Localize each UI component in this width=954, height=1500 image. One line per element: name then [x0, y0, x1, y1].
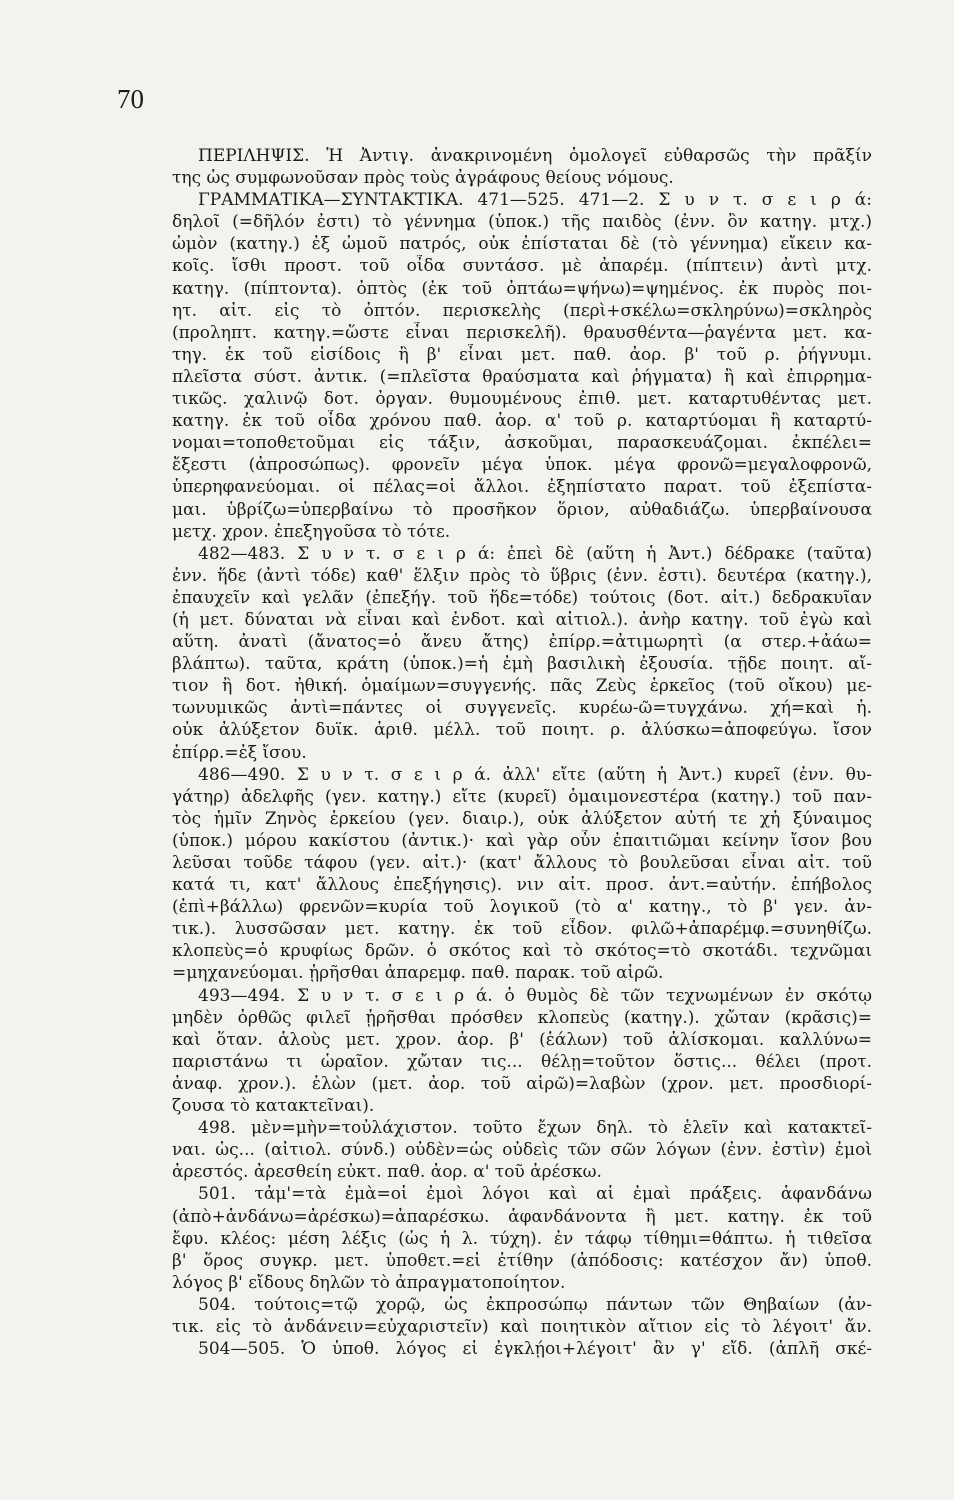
text-line: ἔφυ. κλέος: μέση λέξις (ὡς ἡ λ. τύχη). ἐν τάφῳ τίθημι=θάπτω. ἡ τιθεῖσα [172, 1228, 872, 1249]
text-line: λόγος β' εἴδους δηλῶν τὸ ἀπραγματοποίητον. [172, 1272, 566, 1293]
text-line: της ὡς συμφωνοῦσαν πρὸς τοὺς ἀγράφους θείους νόμους. [172, 168, 674, 189]
text-line: ΓΡΑΜΜΑΤΙΚΑ—ΣΥΝΤΑΚΤΙΚΑ. 471—525. 471—2. Σ υ ν τ. σ ε ι ρ ά: [198, 190, 872, 211]
text-line: λεῦσαι τοῦδε τάφου (γεν. αἰτ.)· (κατ' ἄλλους τὸ βουλεῦσαι εἶναι αἰτ. τοῦ [172, 853, 872, 873]
text-line: (ὑποκ.) μόρου κακίστου (ἀντικ.)· καὶ γὰρ οὖν ἐπαιτιῶμαι κείνην ἴσον βου [172, 830, 872, 851]
text-line: 498. μὲν=μὴν=τοὐλάχιστον. τοῦτο ἔχων δηλ. τὸ ἑλεῖν καὶ κατακτεῖ- [198, 1118, 872, 1139]
text-line: (προληπτ. κατηγ.=ὥστε εἶναι περισκελῆ). θραυσθέντα—ῥαγέντα μετ. κα- [172, 322, 872, 343]
text-line: ἐπαυχεῖν καὶ γελᾶν (ἐπεξήγ. τοῦ ἥδε=τόδε) τούτοις (δοτ. αἰτ.) δεδρακυῖαν [172, 587, 872, 608]
text-line: =μηχανεύομαι. ᾑρῆσθαι ἀπαρεμφ. παθ. παρακ. τοῦ αἱρῶ. [172, 963, 664, 984]
text-line: τικῶς. χαλινῷ δοτ. ὀργαν. θυμουμένους ἐπιθ. μετ. καταρτυθέντας μετ. [172, 389, 872, 410]
text-line: ὠμὸν (κατηγ.) ἐξ ὠμοῦ πατρός, οὐκ ἐπίσταται δὲ (τὸ γέννημα) εἴκειν κα- [172, 234, 872, 255]
text-line: κατά τι, κατ' ἄλλους ἐπεξήγησις). νιν αἰτ. προσ. ἀντ.=αὐτήν. ἐπήβολος [172, 875, 872, 896]
text-line: (ἡ μετ. δύναται νὰ εἶναι καὶ ἐνδοτ. καὶ αἰτιολ.). ἀνὴρ κατηγ. τοῦ ἐγὼ καὶ [172, 609, 872, 630]
text-line: μετχ. χρον. ἐπεξηγοῦσα τὸ τότε. [172, 521, 451, 542]
text-line: νομαι=τοποθετοῦμαι εἰς τάξιν, ἀσκοῦμαι, παρασκευάζομαι. ἐκπέλει= [172, 433, 872, 454]
text-line: ΠΕΡΙΛΗΨΙΣ. Ἡ Ἀντιγ. ἀνακρινομένη ὁμολογεῖ εὐθαρσῶς τὴν πρᾶξίν [198, 146, 872, 166]
text-line: (ἐπὶ+βάλλω) φρενῶν=κυρία τοῦ λογικοῦ (τὸ α' κατηγ., τὸ β' γεν. ἀν- [172, 897, 872, 918]
text-line: παριστάνω τι ὡραῖον. χὤταν τις... θέλῃ=τοῦτον ὅστις... θέλει (προτ. [172, 1051, 872, 1072]
text-line: τικ.). λυσσῶσαν μετ. κατηγ. ἐκ τοῦ εἶδον. φιλῶ+ἀπαρέμφ.=συνηθίζω. [172, 919, 872, 940]
text-line: πλεῖστα σύστ. ἀντικ. (=πλεῖστα θραύσματα καὶ ῥήγματα) ἢ καὶ ἐπιρρημα- [172, 366, 872, 387]
text-line: κλοπεὺς=ὁ κρυφίως δρῶν. ὁ σκότος καὶ τὸ σκότος=τὸ σκοτάδι. τεχνῶμαι [172, 941, 872, 962]
text-line: τικ. εἰς τὸ ἁνδάνειν=εὐχαριστεῖν) καὶ ποιητικὸν αἴτιον εἰς τὸ λέγοιτ' ἄν. [172, 1316, 872, 1337]
text-line: τηγ. ἐκ τοῦ εἰσίδοις ἢ β' εἶναι μετ. παθ. ἀορ. β' τοῦ ρ. ῥήγνυμι. [172, 344, 872, 365]
text-line: τὸς ἡμῖν Ζηνὸς ἑρκείου (γεν. διαιρ.), οὐκ ἀλύξετον αὐτή τε χἠ ξύναιμος [172, 808, 872, 829]
text-line: γάτηρ) ἀδελφῆς (γεν. κατηγ.) εἴτε (κυρεῖ) ὁμαιμονεστέρα (κατηγ.) τοῦ παν- [172, 786, 872, 807]
text-line: μαι. ὑβρίζω=ὑπερβαίνω τὸ προσῆκον ὅριον, αὐθαδιάζω. ὑπερβαίνουσα [172, 499, 872, 520]
text-line: τιον ἢ δοτ. ἠθική. ὁμαίμων=συγγενής. πᾶς Ζεὺς ἑρκεῖος (τοῦ οἴκου) με- [172, 676, 872, 697]
text-line: ἐπίρρ.=ἐξ ἴσου. [172, 742, 307, 763]
text-line: τωνυμικῶς ἀντὶ=πάντες οἱ συγγενεῖς. κυρέω-ῶ=τυγχάνω. χή=καὶ ἡ. [172, 698, 872, 719]
text-line: 504—505. Ὁ ὑποθ. λόγος εἰ ἐγκλῄοι+λέγοιτ' ἂν γ' εἴδ. (ἁπλῆ σκέ- [198, 1339, 872, 1360]
text-line: 493—494. Σ υ ν τ. σ ε ι ρ ά. ὁ θυμὸς δὲ τῶν τεχνωμένων ἐν σκότῳ [198, 985, 872, 1006]
text-line: ἀρεστός. ἀρεσθείη εὐκτ. παθ. ἀορ. α' τοῦ ἀρέσκω. [172, 1162, 602, 1183]
text-line: 504. τούτοις=τῷ χορῷ, ὡς ἐκπροσώπῳ πάντων τῶν Θηβαίων (ἀν- [198, 1294, 872, 1315]
text-line: ὑπερηφανεύομαι. οἱ πέλας=οἱ ἄλλοι. ἐξηπίστατο παρατ. τοῦ ἐξεπίστα- [172, 477, 872, 498]
text-line: ζουσα τὸ κατακτεῖναι). [172, 1096, 375, 1117]
page-number: 70 [117, 84, 144, 114]
text-line: 501. τἀμ'=τὰ ἐμὰ=οἱ ἐμοὶ λόγοι καὶ αἱ ἐμαὶ πράξεις. ἁφανδάνω [198, 1184, 872, 1205]
text-line: κατηγ. (πίπτοντα). ὀπτὸς (ἐκ τοῦ ὀπτάω=ψήνω)=ψημένος. ἐκ πυρὸς ποι- [172, 278, 872, 299]
text-line: ἀναφ. χρον.). ἑλὼν (μετ. ἀορ. τοῦ αἱρῶ)=λαβὼν (χρον. μετ. προσδιορί- [172, 1073, 872, 1094]
text-line: οὐκ ἀλύξετον δυϊκ. ἀριθ. μέλλ. τοῦ ποιητ. ρ. ἀλύσκω=ἀποφεύγω. ἴσον [172, 720, 872, 741]
text-line: 486—490. Σ υ ν τ. σ ε ι ρ ά. ἀλλ' εἴτε (αὕτη ἡ Ἀντ.) κυρεῖ (ἐνν. θυ- [198, 764, 872, 785]
text-block [172, 145, 872, 1360]
text-line: δηλοῖ (=δῆλόν ἐστι) τὸ γέννημα (ὑποκ.) τῆς παιδὸς (ἐνν. ὂν κατηγ. μτχ.) [172, 212, 872, 233]
text-line: καὶ ὅταν. ἁλοὺς μετ. χρον. ἀορ. β' (ἑάλων) τοῦ ἁλίσκομαι. καλλύνω= [172, 1029, 872, 1050]
text-line: ητ. αἰτ. εἰς τὸ ὀπτόν. περισκελὴς (περὶ+σκέλω=σκληρύνω)=σκληρὸς [172, 300, 872, 321]
text-line: μηδὲν ὀρθῶς φιλεῖ ᾑρῆσθαι πρόσθεν κλοπεὺς (κατηγ.). χὤταν (κρᾶσις)= [172, 1007, 872, 1028]
text-line: αὕτη. ἀνατὶ (ἄνατος=ὁ ἄνευ ἄτης) ἐπίρρ.=ἀτιμωρητὶ (α στερ.+ἀάω= [172, 632, 872, 653]
text-line: 482—483. Σ υ ν τ. σ ε ι ρ ά: ἐπεὶ δὲ (αὕτη ἡ Ἀντ.) δέδρακε (ταῦτα) [198, 543, 872, 564]
text-line: ναι. ὡς... (αἰτιολ. σύνδ.) οὐδὲν=ὡς οὐδεὶς τῶν σῶν λόγων (ἐνν. ἐστὶν) ἐμοὶ [172, 1140, 872, 1161]
text-line: β' ὅρος συγκρ. μετ. ὑποθετ.=εἰ ἐτίθην (ἀπόδοσις: κατέσχον ἄν) ὑποθ. [172, 1250, 872, 1271]
text-line: κοῖς. ἴσθι προστ. τοῦ οἶδα συντάσσ. μὲ ἀπαρέμ. (πίπτειν) ἀντὶ μτχ. [172, 256, 872, 277]
text-line: ἐνν. ἥδε (ἀντὶ τόδε) καθ' ἕλξιν πρὸς τὸ ὕβρις (ἐνν. ἐστι). δευτέρα (κατηγ.), [172, 565, 872, 586]
text-line: (ἀπὸ+ἁνδάνω=ἀρέσκω)=ἀπαρέσκω. ἁφανδάνοντα ἢ μετ. κατηγ. ἐκ τοῦ [172, 1206, 872, 1227]
text-line: βλάπτω). ταῦτα, κράτη (ὑποκ.)=ἡ ἐμὴ βασιλικὴ ἐξουσία. τῇδε ποιητ. αἴ- [172, 654, 872, 675]
text-line: κατηγ. ἐκ τοῦ οἶδα χρόνου παθ. ἀορ. α' τοῦ ρ. καταρτύομαι ἢ καταρτύ- [172, 411, 872, 432]
text-line: ἔξεστι (ἀπροσώπως). φρονεῖν μέγα ὑποκ. μέγα φρονῶ=μεγαλοφρονῶ, [172, 455, 872, 476]
